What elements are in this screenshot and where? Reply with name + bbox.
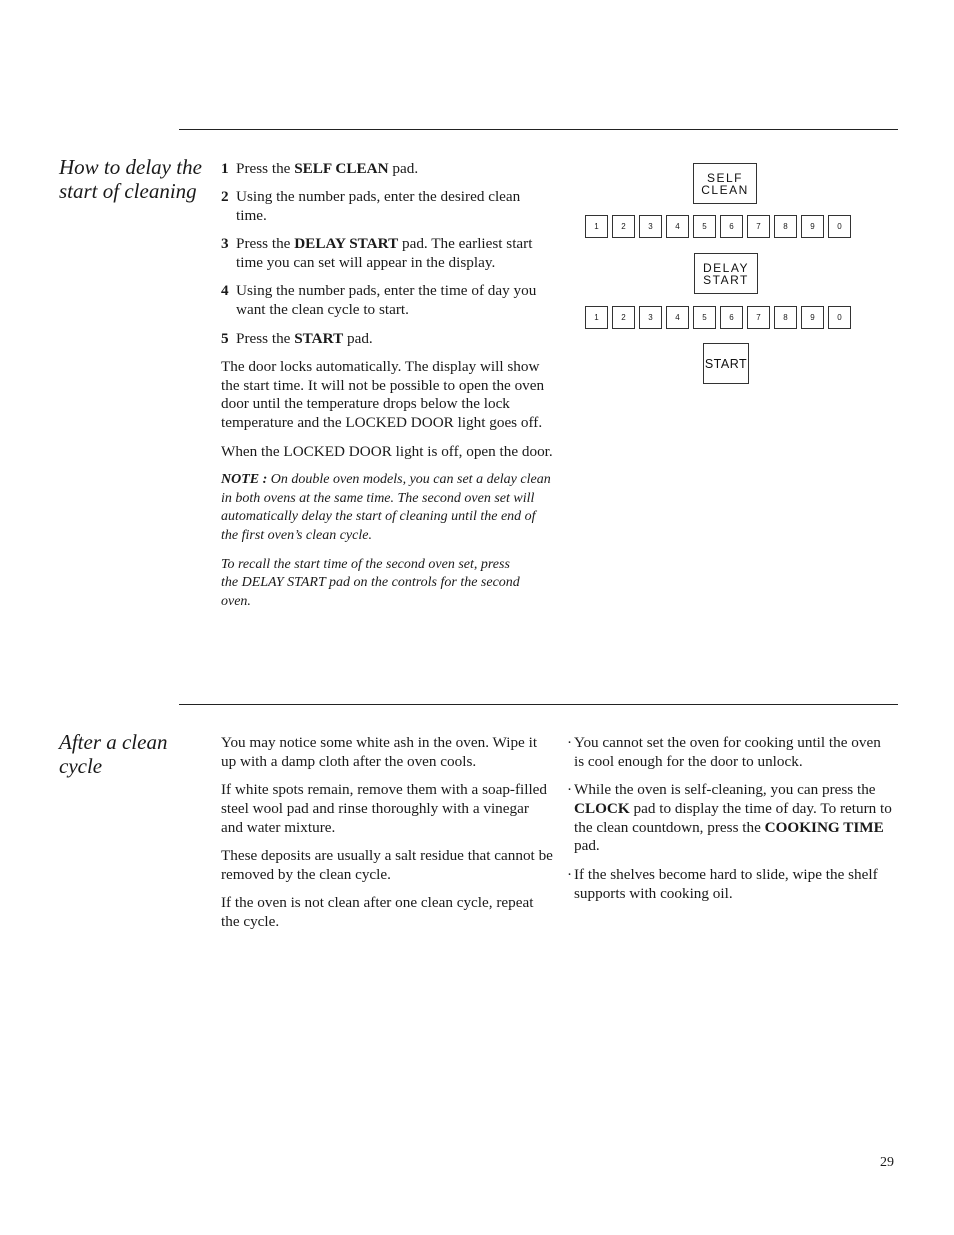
after-clean-right-column	[567, 734, 892, 913]
step-text: Press the DELAY START pad. The earliest start time you can set will appear in the display.	[236, 235, 533, 272]
white-spots-paragraph: If white spots remain, remove them with a soap-filled steel wool pad and rinse thoroughly with a vinegar and water mixture.	[221, 781, 548, 836]
bullet-item	[567, 866, 892, 904]
step-text: Using the number pads, enter the time of day you want the clean cycle to start.	[236, 282, 537, 319]
salt-residue-paragraph: These deposits are usually a salt residue that cannot be removed by the clean cycle.	[221, 846, 553, 883]
open-door-paragraph: When the LOCKED DOOR light is off, open the door.	[221, 442, 553, 460]
middle-rule	[179, 704, 898, 705]
ash-paragraph: You may notice some white ash in the oven. Wipe it up with a damp cloth after the oven cools.	[221, 734, 538, 770]
number-pad-5: 5	[693, 306, 716, 329]
bullet-text: If the shelves become hard to slide, wipe the shelf supports with cooking oil.	[574, 865, 878, 902]
number-pad-6: 6	[720, 215, 743, 238]
step-4	[221, 282, 553, 320]
number-pad-8: 8	[774, 306, 797, 329]
number-pad-1: 1	[585, 306, 608, 329]
step-text: Using the number pads, enter the desired clean time.	[236, 188, 521, 225]
bullet-item	[567, 781, 892, 856]
number-pad-3: 3	[639, 306, 662, 329]
step-2	[221, 188, 553, 226]
step-1	[221, 160, 553, 179]
step-text: Press the SELF CLEAN pad.	[236, 160, 419, 177]
bullet-text: You cannot set the oven for cooking until the oven is cool enough for the door to unlock.	[574, 734, 881, 770]
step-number: 2	[221, 188, 229, 206]
number-pad-0: 0	[828, 215, 851, 238]
number-pad-7: 7	[747, 306, 770, 329]
bullet-text: While the oven is self-cleaning, you can press the CLOCK pad to display the time of day. To return to the clean countdown, press the COOKING TIME pad.	[574, 781, 892, 855]
top-rule	[179, 129, 898, 130]
number-pad-3: 3	[639, 215, 662, 238]
number-pad-8: 8	[774, 215, 797, 238]
step-text: Press the START pad.	[236, 329, 373, 347]
bullet-marker: ·	[567, 734, 573, 751]
note-paragraph: NOTE : On double oven models, you can set a delay clean in both ovens at the same time. The second oven set will automatically delay the start of cleaning until the end of the first oven’s clean cycle.	[221, 471, 551, 544]
step-3	[221, 235, 553, 273]
step-number: 4	[221, 282, 229, 300]
step-number: 3	[221, 235, 229, 253]
number-pad-2: 2	[612, 215, 635, 238]
number-pad-4: 4	[666, 306, 689, 329]
number-pad-0: 0	[828, 306, 851, 329]
number-pad-7: 7	[747, 215, 770, 238]
number-pads-row-2	[585, 306, 851, 329]
after-clean-left-column	[221, 734, 553, 941]
start-pad: START	[703, 343, 749, 384]
bullet-marker: ·	[567, 781, 573, 799]
number-pad-5: 5	[693, 215, 716, 238]
door-lock-paragraph: The door locks automatically. The display will show the start time. It will not be possible to open the oven door until the temperature drops below the lock temperature and the LOCKED DOOR light goes off.	[221, 357, 545, 432]
repeat-cycle-paragraph: If the oven is not clean after one clean cycle, repeat the cycle.	[221, 894, 534, 930]
number-pad-9: 9	[801, 306, 824, 329]
bullet-marker: ·	[567, 865, 573, 883]
number-pad-1: 1	[585, 215, 608, 238]
step-5	[221, 330, 553, 349]
delay-start-pad: DELAY START	[694, 253, 758, 294]
self-clean-pad: SELF CLEAN	[693, 163, 757, 204]
bullet-item	[567, 734, 892, 772]
number-pad-9: 9	[801, 215, 824, 238]
recall-paragraph: To recall the start time of the second oven set, press the DELAY START pad on the controls for the second oven.	[221, 556, 520, 610]
section-heading-delay-clean: How to delay the start of cleaning	[59, 155, 202, 203]
number-pads-row-1	[585, 215, 851, 238]
step-number: 5	[221, 329, 229, 347]
number-pad-4: 4	[666, 215, 689, 238]
page-number: 29	[880, 1155, 894, 1170]
delay-clean-instructions	[221, 160, 553, 621]
note-label: NOTE :	[221, 471, 268, 487]
number-pad-2: 2	[612, 306, 635, 329]
step-number: 1	[221, 160, 229, 177]
section-heading-after-clean: After a clean cycle	[59, 730, 168, 778]
number-pad-6: 6	[720, 306, 743, 329]
